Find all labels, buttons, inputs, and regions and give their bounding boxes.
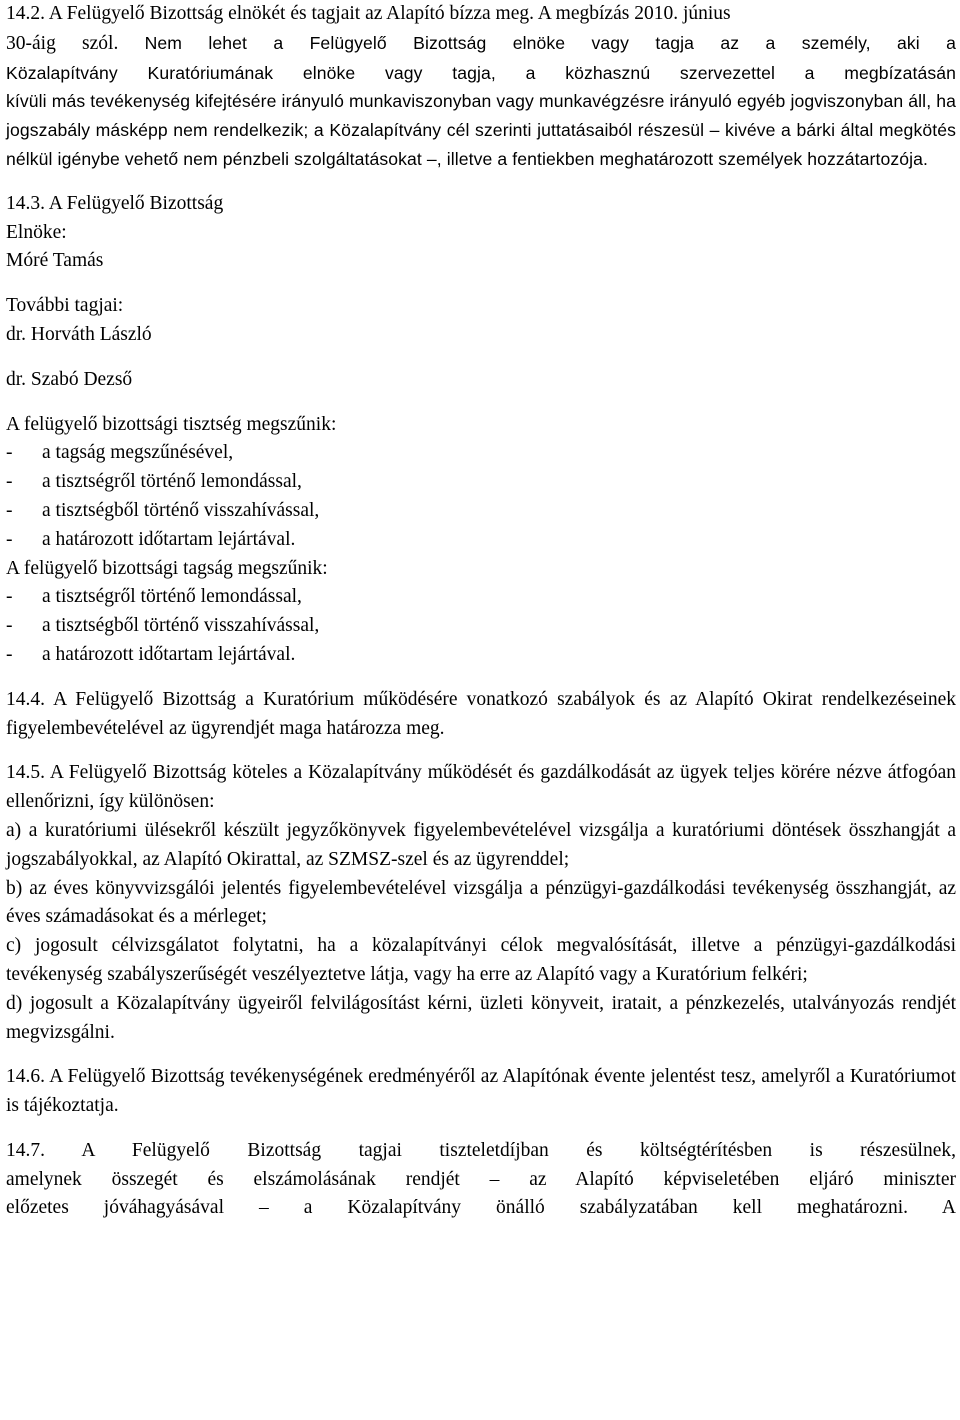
list-item: - a tisztségből történő visszahívással, bbox=[6, 499, 320, 521]
section-14-2-clause: Nem lehet a Felügyelő Bizottság elnöke vagy tagja az a személy, aki a bbox=[144, 32, 957, 53]
section-14-4: 14.4. A Felügyelő Bizottság a Kuratórium működésére vonatkozó szabályok és az Alapító Okirat rendelkezéseinek figyelembevételével az ügyrendjét maga határozza meg. bbox=[6, 688, 956, 739]
membership-end-list bbox=[6, 583, 956, 669]
section-14-7-line-2: amelynek összegét és elszámolásának rendjét – az Alapító képviseletében eljáró miniszter bbox=[6, 1168, 956, 1190]
office-end-list bbox=[6, 439, 956, 554]
list-item: - a határozott időtartam lejártával. bbox=[6, 643, 296, 665]
section-14-7 bbox=[6, 1137, 956, 1223]
list-item: - a tisztségből történő visszahívással, bbox=[6, 615, 320, 637]
section-14-5-item-b: b) az éves könyvvizsgálói jelentés figyelembevételével vizsgálja a pénzügyi-gazdálkodási tevékenység összhangját, az éves számadásokat és a mérleget; bbox=[6, 877, 956, 928]
membership-end-title: A felügyelő bizottsági tagság megszűnik: bbox=[6, 557, 328, 579]
section-14-3-heading: 14.3. A Felügyelő Bizottság bbox=[6, 192, 224, 214]
section-14-2-line-2 bbox=[6, 29, 956, 59]
section-14-2-line-1: 14.2. A Felügyelő Bizottság elnökét és tagjait az Alapító bízza meg. A megbízás 2010. június bbox=[6, 3, 731, 24]
document-page bbox=[6, 0, 956, 1223]
section-14-5-item-c: c) jogosult célvizsgálatot folytatni, ha a közalapítványi célok megvalósítását, illetve a pénzügyi-gazdálkodási tevékenység szabályszerűségét veszélyeztetve látja, vagy ha erre az Alapító vagy a Kuratórium felkéri; bbox=[6, 935, 956, 985]
section-14-7-line-1: 14.7. A Felügyelő Bizottság tagjai tiszteletdíjban és költségtérítésben is részesülnek, bbox=[6, 1139, 956, 1161]
section-14-2-line-3: Közalapítvány Kuratóriumának elnöke vagy tagja, a közhasznú szervezettel a megbízatásán bbox=[6, 62, 956, 83]
list-item: - a tisztségről történő lemondással, bbox=[6, 471, 302, 493]
list-item: - a határozott időtartam lejártával. bbox=[6, 528, 296, 550]
section-14-6: 14.6. A Felügyelő Bizottság tevékenységének eredményéről az Alapítónak évente jelentést tesz, amelyről a Kuratóriumot is tájékoztatja. bbox=[6, 1066, 956, 1117]
list-item: - a tagság megszűnésével, bbox=[6, 442, 234, 464]
member-name: dr. Szabó Dezső bbox=[6, 368, 133, 390]
office-end-title: A felügyelő bizottsági tisztség megszűnik: bbox=[6, 413, 337, 435]
list-item: - a tisztségről történő lemondással, bbox=[6, 586, 302, 608]
section-14-2-body: kívüli más tevékenység kifejtésére irányuló munkaviszonyban vagy munkavégzésre irányuló egyéb jogviszonyban áll, ha jogszabály másképp nem rendelkezik; a Közalapítvány cél szerinti juttatásaiból részesül – kivéve a bárki által megkötés nélkül igénybe vehető nem pénzbeli szolgáltatásokat –, illetve a fentiekben meghatározott személyek hozzátartozója. bbox=[6, 91, 956, 169]
member-name: dr. Horváth László bbox=[6, 323, 152, 345]
members-label: További tagjai: bbox=[6, 295, 124, 317]
section-14-7-line-3: előzetes jóváhagyásával – a Közalapítvány önálló szabályzatában kell meghatározni. A bbox=[6, 1197, 956, 1219]
section-14-5-item-d: d) jogosult a Közalapítvány ügyeiről felvilágosítást kérni, üzleti könyveit, iratait, a pénzkezelés, utalványozás rendjét megvizsgálni. bbox=[6, 992, 956, 1043]
section-14-5 bbox=[6, 759, 956, 1047]
section-14-2 bbox=[6, 0, 956, 174]
chair-label: Elnöke: bbox=[6, 221, 67, 243]
section-14-5-intro: 14.5. A Felügyelő Bizottság köteles a Közalapítvány működését és gazdálkodását az ügyek teljes körére nézve átfogóan ellenőrizni, így különösen: bbox=[6, 762, 956, 813]
section-14-5-item-a: a) a kuratóriumi ülésekről készült jegyzőkönyvek figyelembevételével vizsgálja a kuratóriumi döntések összhangját a jogszabályokkal, az Alapító Okirattal, az SZMSZ-szel és az ügyrenddel; bbox=[6, 819, 956, 870]
section-14-2-term: 30-áig szól. bbox=[6, 32, 119, 54]
section-14-3 bbox=[6, 190, 956, 670]
chair-name: Móré Tamás bbox=[6, 250, 104, 272]
